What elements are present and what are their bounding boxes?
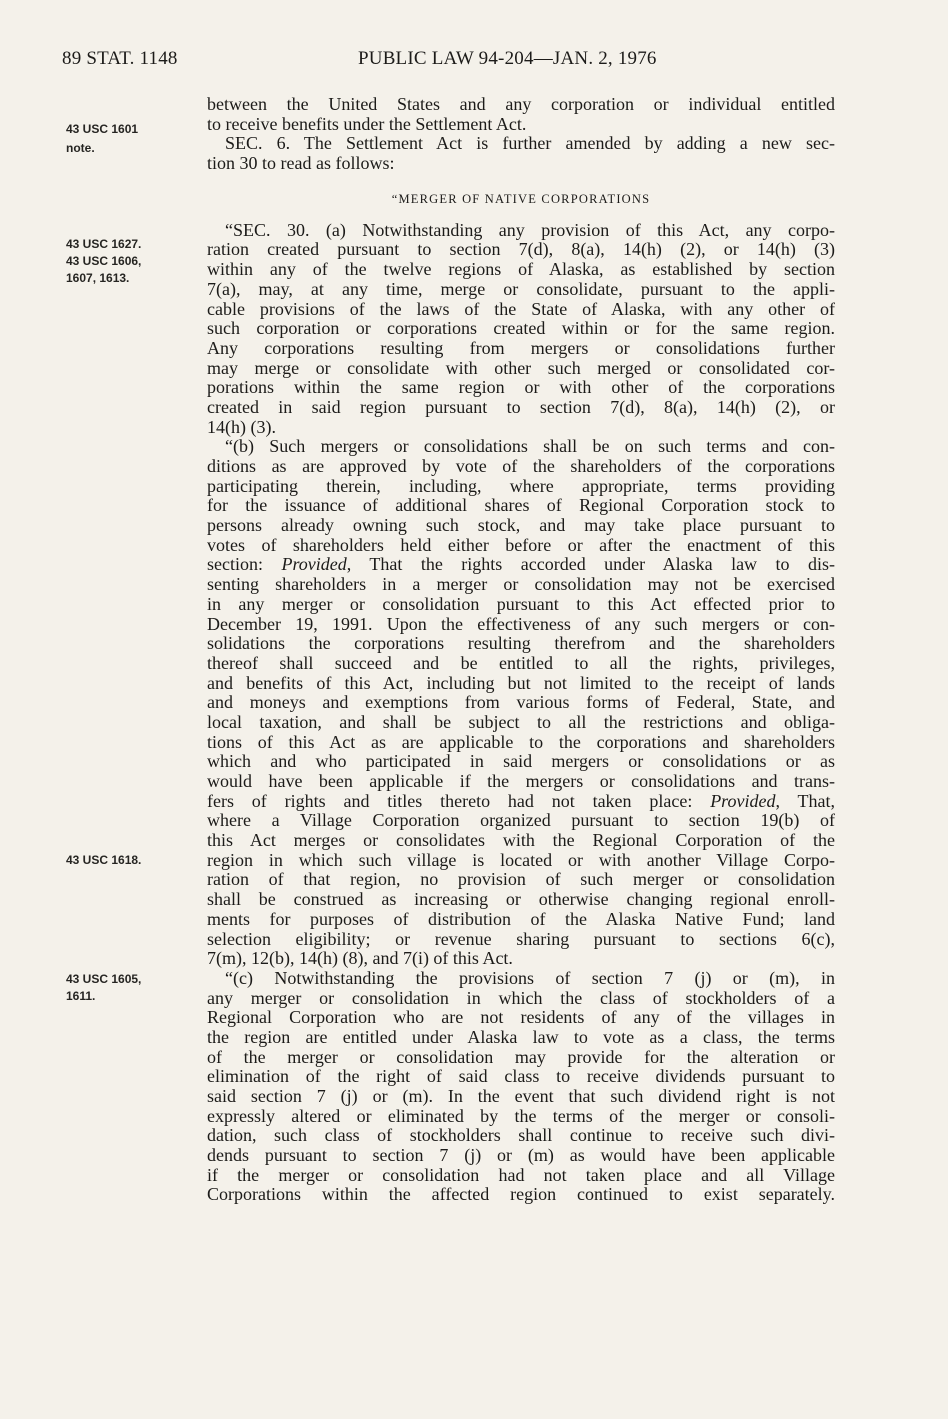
text-line: within any of the twelve regions of Alaska, as established by section — [207, 259, 835, 280]
text-line: dation, such class of stockholders shall continue to receive such divi- — [207, 1125, 835, 1146]
text-line: created in said region pursuant to section 7(d), 8(a), 14(h) (2), or — [207, 396, 835, 417]
margin-note-1611: 1611. — [66, 989, 96, 1003]
text-line: to receive benefits under the Settlement Act. — [207, 113, 527, 134]
text-line: 7(m), 12(b), 14(h) (8), and 7(i) of this Act. — [207, 948, 513, 969]
subsection-a-start: “SEC. 30. (a) Notwithstanding any provision of this Act, any corpo- — [225, 219, 835, 240]
text-line: expressly altered or eliminated by the terms of the merger or consoli- — [207, 1105, 835, 1126]
text-line: senting shareholders in a merger or consolidation may not be exercised — [207, 574, 835, 595]
text-line: local taxation, and shall be subject to all the restrictions and obliga- — [207, 711, 835, 732]
text-line: any merger or consolidation in which the class of stockholders of a — [207, 987, 835, 1008]
text-line: of the merger or consolidation may provide for the alteration or — [207, 1046, 835, 1067]
text-line: 7(a), may, at any time, merge or consolidate, pursuant to the appli- — [207, 278, 835, 299]
text-line: said section 7 (j) or (m). In the event that such dividend right is not — [207, 1086, 835, 1106]
text-line: shall be construed as increasing or otherwise changing regional enroll- — [207, 889, 835, 910]
text-line: dends pursuant to section 7 (j) or (m) as would have been applicable — [207, 1145, 835, 1166]
text-line: tion 30 to read as follows: — [207, 153, 395, 174]
public-law-title: PUBLIC LAW 94-204—JAN. 2, 1976 — [358, 48, 657, 69]
text-line: votes of shareholders held either before or after the enactment of this — [207, 534, 835, 555]
text-segment: , That the rights accorded under Alaska law to dis- — [346, 554, 835, 575]
text-line: and moneys and exemptions from various forms of Federal, State, and — [207, 692, 835, 713]
text-line: this Act merges or consolidates with the Regional Corporation of the — [207, 830, 835, 851]
text-line-proviso — [207, 555, 835, 575]
text-line: December 19, 1991. Upon the effectiveness of any such mergers or con- — [207, 613, 835, 634]
text-line: Regional Corporation who are not residents of any of the villages in — [207, 1007, 835, 1028]
subsection-b-start: “(b) Such mergers or consolidations shall be on such terms and con- — [225, 436, 835, 457]
text-line: thereof shall succeed and be entitled to all the rights, privileges, — [207, 652, 835, 673]
text-line: Any corporations resulting from mergers or consolidations further — [207, 337, 835, 358]
text-line: where a Village Corporation organized pursuant to section 19(b) of — [207, 810, 835, 831]
text-line: ration created pursuant to section 7(d), 8(a), 14(h) (2), or 14(h) (3) — [207, 239, 835, 260]
text-line: between the United States and any corporation or individual entitled — [207, 94, 835, 114]
text-line: ments for purposes of distribution of the Alaska Native Fund; land — [207, 908, 835, 929]
text-line: if the merger or consolidation had not taken place and all Village — [207, 1164, 835, 1185]
body-text — [207, 95, 835, 1205]
text-line: in any merger or consolidation pursuant to this Act effected prior to — [207, 593, 835, 614]
section-6-paragraph-start: SEC. 6. The Settlement Act is further amended by adding a new sec- — [225, 133, 835, 154]
margin-note-43-usc-1605: 43 USC 1605, — [66, 972, 142, 986]
text-segment: fers of rights and titles thereto had not taken place: — [207, 790, 711, 811]
text-line: region in which such village is located or with another Village Corpo- — [207, 849, 835, 870]
text-line: such corporation or corporations created within or for the same region. — [207, 318, 835, 339]
margin-note-43-usc-1627: 43 USC 1627. — [66, 237, 142, 251]
text-line: and benefits of this Act, including but not limited to the receipt of lands — [207, 672, 835, 693]
margin-note-note: note. — [66, 141, 95, 155]
margin-note-43-usc-1606: 43 USC 1606, — [66, 254, 142, 268]
text-line: 14(h) (3). — [207, 416, 276, 437]
text-line: which and who participated in said mergers or consolidations or as — [207, 751, 835, 772]
text-segment: section: — [207, 554, 282, 575]
text-line-proviso — [207, 792, 835, 812]
provided-italic: Provided — [281, 554, 347, 575]
text-line: porations within the same region or with other of the corporations — [207, 377, 835, 398]
text-line: cable provisions of the laws of the State of Alaska, with any other of — [207, 298, 835, 319]
provided-italic: Provided — [710, 790, 776, 811]
text-line: elimination of the right of said class to receive dividends pursuant to — [207, 1066, 835, 1087]
text-line: the region are entitled under Alaska law to vote as a class, the terms — [207, 1026, 835, 1047]
text-line: ditions as are approved by vote of the shareholders of the corporations — [207, 456, 835, 476]
margin-notes — [66, 0, 196, 1419]
text-line: participating therein, including, where appropriate, terms providing — [207, 475, 835, 496]
text-line: selection eligibility; or revenue sharing pursuant to sections 6(c), — [207, 928, 835, 949]
text-line: persons already owning such stock, and may take place pursuant to — [207, 515, 835, 536]
statute-page-reference: 89 STAT. 1148 — [62, 48, 178, 69]
spacer — [207, 174, 835, 188]
margin-note-43-usc-1601: 43 USC 1601 — [66, 122, 139, 136]
text-line: Corporations within the affected region continued to exist separately. — [207, 1184, 835, 1205]
text-line: solidations the corporations resulting therefrom and the shareholders — [207, 633, 835, 654]
text-line: would have been applicable if the mergers or consolidations and trans- — [207, 771, 835, 791]
section-heading: “MERGER OF NATIVE CORPORATIONS — [391, 191, 651, 206]
margin-note-43-usc-1618: 43 USC 1618. — [66, 853, 142, 867]
text-line: may merge or consolidate with other such merged or consolidated cor- — [207, 357, 835, 378]
text-line: ration of that region, no provision of such merger or consolidation — [207, 869, 835, 890]
text-line: for the issuance of additional shares of Regional Corporation stock to — [207, 495, 835, 516]
subsection-c-start: “(c) Notwithstanding the provisions of section 7 (j) or (m), in — [225, 967, 835, 988]
margin-note-1607-1613: 1607, 1613. — [66, 271, 130, 285]
text-segment: , That, — [775, 790, 835, 811]
text-line: tions of this Act as are applicable to the corporations and shareholders — [207, 731, 835, 752]
